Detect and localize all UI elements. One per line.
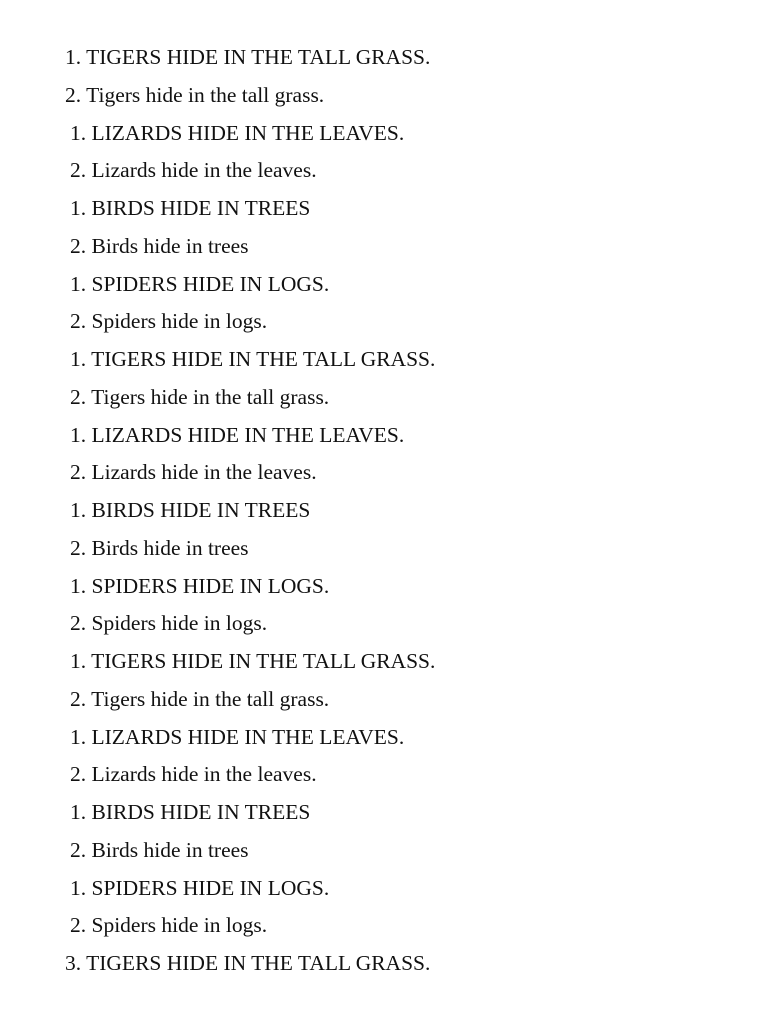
text-line: 3. TIGERS HIDE IN THE TALL GRASS.	[65, 951, 431, 975]
text-line: 1. LIZARDS HIDE IN THE LEAVES.	[70, 120, 405, 145]
text-line: 2. Spiders hide in logs.	[70, 611, 268, 636]
text-line: 2. Tigers hide in the tall grass.	[65, 82, 325, 107]
text-line: 2. Birds hide in trees	[70, 837, 249, 862]
text-line: 2. Lizards hide in the leaves.	[70, 762, 317, 787]
text-line: 2. Birds hide in trees	[70, 535, 249, 560]
text-lines	[0, 39, 768, 983]
text-line: 2. Lizards hide in the leaves.	[70, 158, 317, 183]
text-line: 2. Spiders hide in logs.	[70, 309, 268, 334]
text-line: 1. TIGERS HIDE IN THE TALL GRASS.	[65, 45, 431, 69]
text-line: 1. BIRDS HIDE IN TREES	[70, 498, 311, 522]
text-line: 2. Birds hide in trees	[70, 233, 249, 258]
text-line: 1. LIZARDS HIDE IN THE LEAVES.	[70, 724, 405, 749]
text-line: 1. BIRDS HIDE IN TREES	[70, 196, 311, 220]
text-line: 1. LIZARDS HIDE IN THE LEAVES.	[70, 422, 405, 447]
text-line: 2. Tigers hide in the tall grass.	[70, 686, 330, 711]
text-line: 1. TIGERS HIDE IN THE TALL GRASS.	[70, 649, 436, 673]
text-line: 2. Tigers hide in the tall grass.	[70, 384, 330, 409]
text-line: 1. SPIDERS HIDE IN LOGS.	[70, 271, 330, 296]
text-line: 1. SPIDERS HIDE IN LOGS.	[70, 875, 330, 900]
text-line: 1. SPIDERS HIDE IN LOGS.	[70, 573, 330, 598]
text-line: 2. Spiders hide in logs.	[70, 913, 268, 938]
text-line: 1. BIRDS HIDE IN TREES	[70, 800, 311, 824]
text-line: 2. Lizards hide in the leaves.	[70, 460, 317, 485]
text-line: 1. TIGERS HIDE IN THE TALL GRASS.	[70, 347, 436, 371]
